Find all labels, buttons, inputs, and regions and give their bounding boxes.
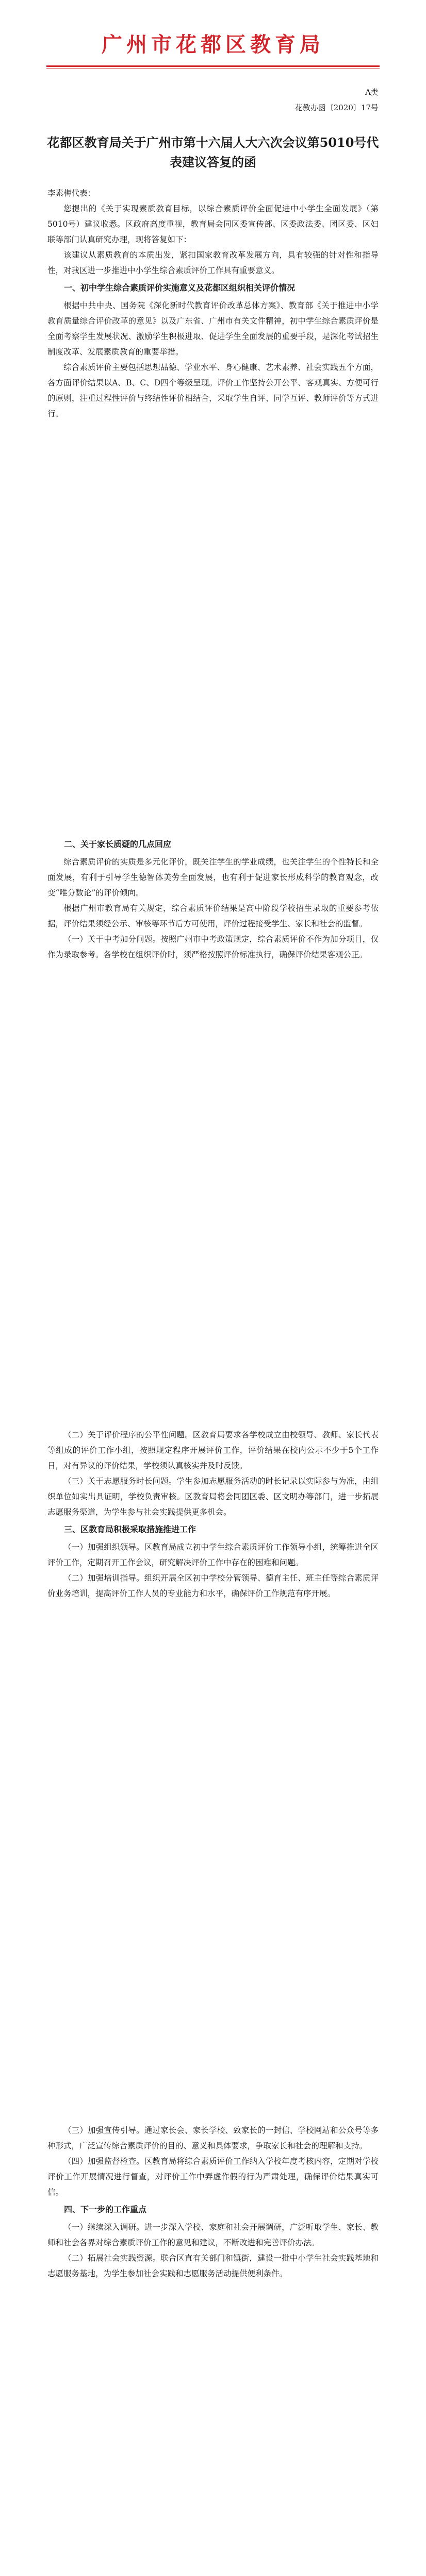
paragraph: 根据广州市教育局有关规定，综合素质评价结果是高中阶段学校招生录取的重要参考依据，评价结果须经公示、审核等环节后方可使用，评价过程接受学生、家长和社会的监督。 (47, 904, 379, 928)
document-title: 花都区教育局关于广州市第十六届人大六次会议第5010号代表建议答复的函 (47, 135, 379, 170)
document-body (47, 1427, 379, 1601)
document-body (47, 185, 379, 421)
issuing-org-header: 广州市花都区教育局 (102, 32, 324, 57)
paragraph: 根据中共中央、国务院《深化新时代教育评价改革总体方案》、教育部《关于推进中小学教育质量综合评价改革的意见》以及广东省、广州市有关文件精神，初中学生综合素质评价是全面考察学生发展状况、激励学生积极进取、促进学生全面发展的重要手段，是深化考试招生制度改革、发展素质教育的重要举措。 (47, 301, 379, 357)
document-body (47, 835, 379, 962)
red-divider (46, 65, 380, 67)
paragraph: （二）拓展社会实践资源。联合区直有关部门和镇街，建设一批中小学生社会实践基地和志愿服务基地，为学生参加社会实践和志愿服务活动提供便利条件。 (47, 2253, 379, 2278)
paragraph: （四）加强监督检查。区教育局将综合素质评价工作纳入学校年度考核内容，定期对学校评价工作开展情况进行督查，对评价工作中弄虚作假的行为严肃处理，确保评价结果真实可信。 (47, 2157, 379, 2197)
paragraph: （三）加强宣传引导。通过家长会、家长学校、致家长的一封信、学校网站和公众号等多种形式，广泛宣传综合素质评价的目的、意义和具体要求，争取家长和社会的理解和支持。 (47, 2126, 379, 2150)
paragraph: 该建议从素质教育的本质出发，紧扣国家教育改革发展方向，具有较强的针对性和指导性，对我区进一步推进中小学生综合素质评价工作具有重要意义。 (47, 250, 379, 275)
section-heading: 一、初中学生综合素质评价实施意义及花都区组织相关评价情况 (64, 283, 296, 293)
paragraph: （一）加强组织领导。区教育局成立初中学生综合素质评价工作领导小组，统筹推进全区评价工作，定期召开工作会议，研究解决评价工作中存在的困难和问题。 (47, 1543, 379, 1567)
paragraph: 综合素质评价的实质是多元化评价，既关注学生的学业成绩，也关注学生的个性特长和全面发展，有利于引导学生德智体美劳全面发展，也有利于促进家长形成科学的教育观念，改变“唯分数论”的评价倾向。 (47, 857, 379, 897)
document-body (47, 2123, 379, 2281)
doc-number: 花教办函〔2020〕17号 (294, 103, 379, 112)
paragraph: （一）关于中考加分问题。按照广州市中考政策规定，综合素质评价不作为加分项目，仅作为录取参考。各学校在组织评价时，须严格按照评价标准执行，确保评价结果客观公正。 (47, 935, 379, 959)
paragraph: （一）继续深入调研。进一步深入学校、家庭和社会开展调研，广泛听取学生、家长、教师和社会各界对综合素质评价工作的意见和建议，不断改进和完善评价办法。 (47, 2223, 379, 2247)
doc-grade: A类 (365, 88, 379, 97)
section-heading: 二、关于家长质疑的几点回应 (64, 839, 172, 849)
paragraph: （二）关于评价程序的公平性问题。区教育局要求各学校成立由校领导、教师、家长代表等组成的评价工作小组，按照规定程序开展评价工作，评价结果在校内公示不少于5个工作日，对有异议的评价结果，学校须认真核实并及时反馈。 (47, 1430, 379, 1470)
paragraph: （二）加强培训指导。组织开展全区初中学校分管领导、德育主任、班主任等综合素质评价业务培训，提高评价工作人员的专业能力和水平，确保评价工作规范有序开展。 (47, 1573, 379, 1598)
paragraph: 综合素质评价主要包括思想品德、学业水平、身心健康、艺术素养、社会实践五个方面，各方面评价结果以A、B、C、D四个等级呈现。评价工作坚持公开公平、客观真实、方便可行的原则，注重过程性评价与终结性评价相结合，采取学生自评、同学互评、教师评价等方式进行。 (47, 363, 379, 418)
section-heading: 三、区教育局积极采取措施推进工作 (64, 1524, 196, 1534)
section-heading: 四、下一步的工作重点 (64, 2205, 147, 2214)
paragraph: （三）关于志愿服务时长问题。学生参加志愿服务活动的时长记录以实际参与为准，由组织单位如实出具证明，学校负责审核。区教育局将会同团区委、区文明办等部门，进一步拓展志愿服务渠道，为学生参与社会实践提供更多机会。 (47, 1477, 379, 1517)
salutation: 李素梅代表： (47, 189, 96, 198)
paragraph: 您提出的《关于实现素质教育目标，以综合素质评价全面促进中小学生全面发展》（第5010号）建议收悉。区政府高度重视，教育局会同区委宣传部、区委政法委、团区委、区妇联等部门认真研究办理，现将答复如下： (47, 204, 379, 244)
